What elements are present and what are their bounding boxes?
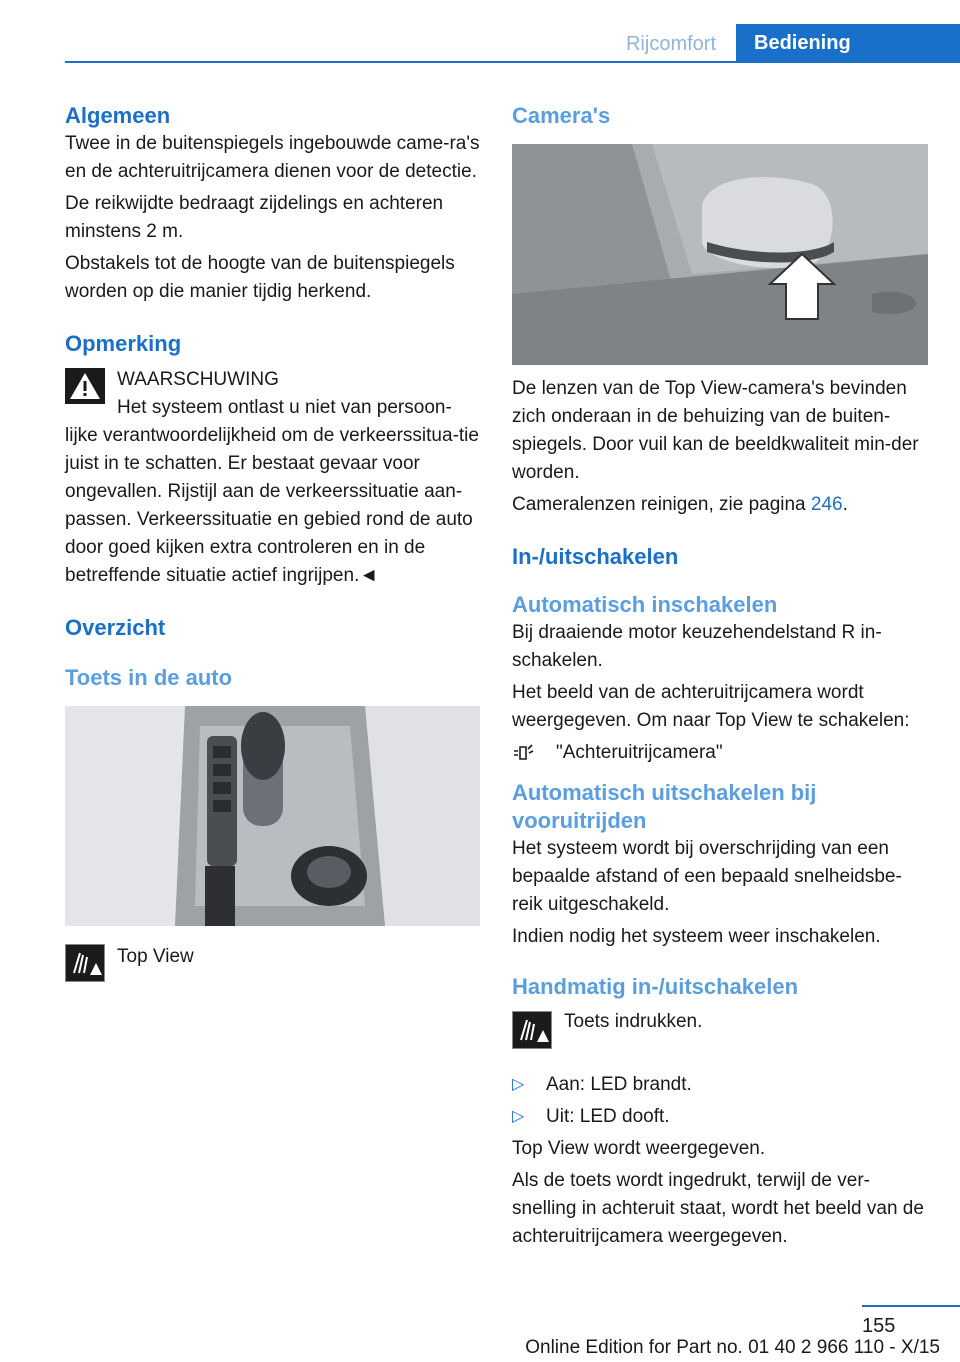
side-mirror-photo (512, 144, 928, 365)
subsection-title-handmatig: Handmatig in-/uitschakelen (512, 974, 799, 999)
list-item (512, 1071, 930, 1099)
subsection-title-toets: Toets in de auto (65, 665, 233, 690)
led-status-list (512, 1071, 930, 1131)
auto-uit-paragraph-2: Indien nodig het systeem weer inschakelen. (512, 926, 881, 947)
list-item-text: Uit: LED dooft. (546, 1106, 670, 1127)
warning-label: WAARSCHUWING (117, 369, 279, 390)
footer-rule (862, 1305, 960, 1307)
warning-triangle-icon (65, 368, 105, 404)
cameras-ref-suffix: . (842, 494, 848, 515)
algemeen-paragraph-1: Twee in de buitenspiegels ingebouwde came-ra's en de achteruitrijcamera dienen voor de detectie. (65, 133, 480, 182)
list-marker-icon: ▷ (512, 1076, 525, 1093)
warning-text: lijke verantwoordelijkheid om de verkeerssitua-tie juist in te schatten. Er bestaat gevaar voor ongevallen. Rijstijl aan de verkeerssituatie aan-passen. Verkeerssituatie en gebied rond de auto door goed kijken extra controleren en in de betreffende situatie actief ingrijpen.◄ (65, 425, 479, 586)
button-caption: Top View (117, 946, 194, 967)
manual-press-text: Toets indrukken. (564, 1011, 703, 1032)
camera-view-icon (512, 743, 534, 763)
auto-in-paragraph-1: Bij draaiende motor keuzehendelstand R in-schakelen. (512, 622, 882, 671)
manual-paragraph-1: Top View wordt weergegeven. (512, 1138, 766, 1159)
page-link-246[interactable]: 246 (810, 494, 843, 515)
top-view-button-icon[interactable] (65, 944, 105, 982)
left-column (65, 100, 480, 988)
header-tab-rijcomfort[interactable]: Rijcomfort (625, 33, 716, 55)
subsection-title-automatisch-uit: Automatisch uitschakelen bij vooruitrijden (512, 780, 817, 833)
section-title-algemeen: Algemeen (65, 103, 171, 128)
camera-option-row (512, 739, 930, 771)
camera-option-label[interactable]: "Achteruitrijcamera" (556, 742, 723, 763)
top-view-button-icon[interactable] (512, 1011, 552, 1049)
subsection-title-cameras: Camera's (512, 103, 611, 128)
center-console-photo (65, 706, 480, 926)
warning-text-first-line: Het systeem ontlast u niet van persoon- (117, 397, 452, 418)
algemeen-paragraph-2: De reikwijdte bedraagt zijdelings en achteren minstens 2 m. (65, 193, 444, 242)
cameras-paragraph-2 (512, 491, 930, 519)
button-caption-row (65, 944, 480, 988)
auto-uit-paragraph-1: Het systeem wordt bij overschrijding van een bepaalde afstand of een bepaald snelheidsbe-reik uitgeschakeld. (512, 838, 902, 915)
cameras-ref-prefix: Cameralenzen reinigen, zie pagina (512, 494, 811, 515)
subsection-title-automatisch-in: Automatisch inschakelen (512, 592, 778, 617)
page-number: 155 (862, 1315, 896, 1337)
list-marker-icon: ▷ (512, 1108, 525, 1125)
warning-block (65, 366, 480, 422)
manual-paragraph-2: Als de toets wordt ingedrukt, terwijl de ver-snelling in achteruit staat, wordt het beeld van de achteruitrijcamera weergegeven. (512, 1170, 924, 1247)
auto-in-paragraph-2: Het beeld van de achteruitrijcamera wordt weergegeven. Om naar Top View te schakelen: (512, 682, 910, 731)
header-rule (65, 61, 960, 63)
cameras-paragraph-1: De lenzen van de Top View-camera's bevinden zich onderaan in de behuizing van de buiten-spiegels. Door vuil kan de beeldkwaliteit min-der worden. (512, 378, 919, 483)
list-item (512, 1103, 930, 1131)
right-column (512, 100, 930, 1255)
algemeen-paragraph-3: Obstakels tot de hoogte van de buitenspiegels worden op die manier tijdig herkend. (65, 253, 455, 302)
list-item-text: Aan: LED brandt. (546, 1074, 692, 1095)
section-title-inuitschakelen: In-/uitschakelen (512, 544, 679, 569)
section-title-opmerking: Opmerking (65, 331, 182, 356)
manual-press-row (512, 1011, 930, 1055)
header-tab-bediening[interactable]: Bediening (736, 24, 960, 62)
section-title-overzicht: Overzicht (65, 615, 166, 640)
footer-edition: Online Edition for Part no. 01 40 2 966 110 - X/15 (525, 1337, 940, 1358)
